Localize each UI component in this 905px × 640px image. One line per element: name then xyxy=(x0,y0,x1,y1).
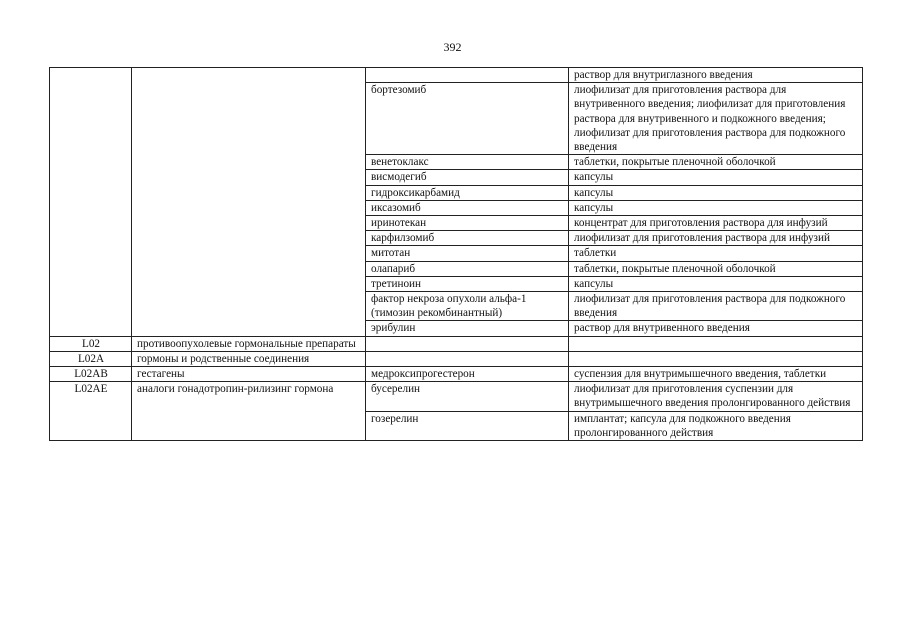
dosage-form-cell xyxy=(569,336,863,351)
dosage-form-cell: капсулы xyxy=(569,200,863,215)
drug-name-cell: фактор некроза опухоли альфа-1 (тимозин рекомбинантный) xyxy=(366,292,569,321)
group-name-cell: гормоны и родственные соединения xyxy=(132,351,366,366)
drug-name-cell: карфилзомиб xyxy=(366,231,569,246)
dosage-form-cell: лиофилизат для приготовления раствора для внутривенного введения; лиофилизат для приготовления раствора для внутривенного и подкожного введения; лиофилизат для приготовления раствора для подкожного введения xyxy=(569,83,863,155)
drug-name-cell: гидроксикарбамид xyxy=(366,185,569,200)
atc-code-cell xyxy=(50,68,132,337)
drug-name-cell: иринотекан xyxy=(366,216,569,231)
atc-code-cell: L02A xyxy=(50,351,132,366)
dosage-form-cell: лиофилизат для приготовления раствора для инфузий xyxy=(569,231,863,246)
page-number: 392 xyxy=(443,40,462,54)
group-name-cell: аналоги гонадотропин-рилизинг гормона xyxy=(132,382,366,441)
dosage-form-cell: концентрат для приготовления раствора для инфузий xyxy=(569,216,863,231)
group-name-cell: противоопухолевые гормональные препараты xyxy=(132,336,366,351)
table-row xyxy=(50,351,863,366)
drug-name-cell: митотан xyxy=(366,246,569,261)
dosage-form-cell: суспензия для внутримышечного введения, таблетки xyxy=(569,367,863,382)
drug-name-cell: иксазомиб xyxy=(366,200,569,215)
drug-name-cell xyxy=(366,351,569,366)
dosage-form-cell: таблетки, покрытые пленочной оболочкой xyxy=(569,155,863,170)
dosage-form-cell xyxy=(569,351,863,366)
dosage-form-cell: капсулы xyxy=(569,170,863,185)
drug-name-cell: эрибулин xyxy=(366,321,569,336)
table-row xyxy=(50,68,863,83)
drug-name-cell: бусерелин xyxy=(366,382,569,411)
drug-name-cell: гозерелин xyxy=(366,411,569,440)
group-name-cell xyxy=(132,68,366,337)
dosage-form-cell: капсулы xyxy=(569,276,863,291)
dosage-form-cell: раствор для внутривенного введения xyxy=(569,321,863,336)
dosage-form-cell: таблетки xyxy=(569,246,863,261)
atc-code-cell: L02 xyxy=(50,336,132,351)
drug-name-cell: венетоклакс xyxy=(366,155,569,170)
dosage-form-cell: лиофилизат для приготовления суспензии для внутримышечного введения пролонгированного действия xyxy=(569,382,863,411)
table-row xyxy=(50,336,863,351)
medication-table xyxy=(49,67,863,441)
atc-code-cell: L02AB xyxy=(50,367,132,382)
table-row xyxy=(50,382,863,411)
dosage-form-cell: имплантат; капсула для подкожного введения пролонгированного действия xyxy=(569,411,863,440)
dosage-form-cell: раствор для внутриглазного введения xyxy=(569,68,863,83)
drug-name-cell: бортезомиб xyxy=(366,83,569,155)
table-row xyxy=(50,367,863,382)
drug-name-cell xyxy=(366,336,569,351)
atc-code-cell: L02AE xyxy=(50,382,132,441)
group-name-cell: гестагены xyxy=(132,367,366,382)
drug-name-cell: медроксипрогестерон xyxy=(366,367,569,382)
drug-name-cell: олапариб xyxy=(366,261,569,276)
dosage-form-cell: лиофилизат для приготовления раствора для подкожного введения xyxy=(569,292,863,321)
drug-name-cell: висмодегиб xyxy=(366,170,569,185)
drug-name-cell: третиноин xyxy=(366,276,569,291)
drug-name-cell xyxy=(366,68,569,83)
dosage-form-cell: капсулы xyxy=(569,185,863,200)
dosage-form-cell: таблетки, покрытые пленочной оболочкой xyxy=(569,261,863,276)
